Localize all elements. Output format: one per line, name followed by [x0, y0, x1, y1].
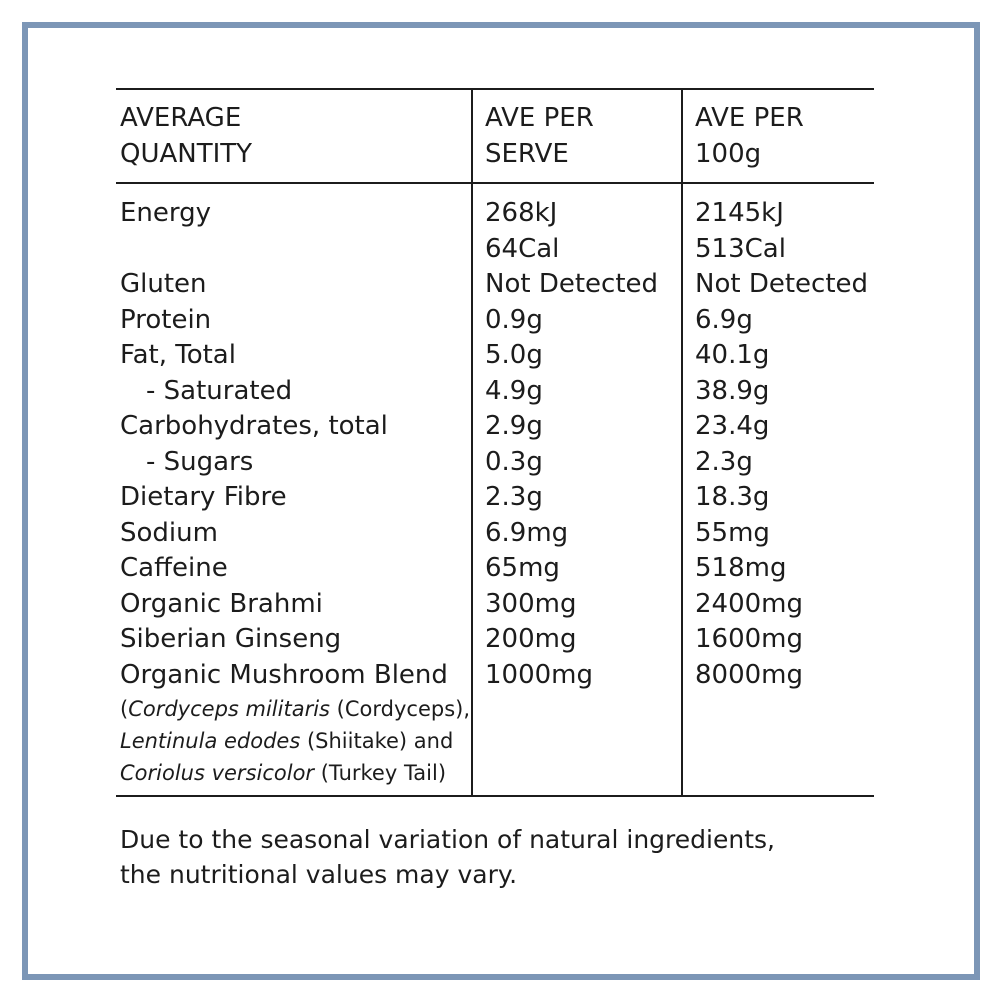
header-line: SERVE — [485, 139, 569, 169]
header-line: 100g — [695, 139, 762, 169]
per-100g-value: 518mg — [695, 553, 787, 583]
nutrition-table — [116, 88, 874, 797]
nutrient-name: - Saturated — [146, 375, 293, 406]
header-row — [116, 89, 874, 183]
nutrient-name: Sodium — [120, 517, 218, 548]
species-name: Coriolus versicolor — [120, 761, 315, 785]
per-100g-cell — [682, 183, 874, 796]
nutrient-name: Gluten — [120, 269, 207, 299]
nutrient-name: Fat, Total — [120, 340, 236, 370]
per-100g-value: 6.9g — [695, 304, 753, 335]
per-serve-value: 200mg — [485, 624, 577, 654]
table-row — [116, 183, 874, 796]
blend-note — [120, 693, 471, 789]
header-per-100g — [682, 89, 874, 183]
nutrient-name: Organic Mushroom Blend — [120, 659, 448, 690]
per-serve-cell — [472, 183, 682, 796]
blend-note-text: (Shiitake) and — [300, 729, 454, 753]
per-100g-value: 513Cal — [695, 233, 786, 264]
per-100g-value: 18.3g — [695, 482, 770, 512]
nutrient-name: Siberian Ginseng — [120, 624, 342, 654]
nutrient-name: - Sugars — [146, 446, 254, 477]
nutrition-panel — [116, 88, 874, 797]
nutrient-name: Energy — [120, 198, 212, 228]
per-100g-value: Not Detected — [695, 269, 869, 299]
nutrient-name: Dietary Fibre — [120, 482, 287, 512]
header-line: QUANTITY — [120, 139, 253, 169]
nutrient-name-cell — [116, 183, 472, 796]
header-line: AVE PER — [695, 103, 804, 133]
per-serve-value: 300mg — [485, 588, 577, 619]
nutrient-name: Carbohydrates, total — [120, 411, 388, 441]
blend-note-text: ( — [120, 697, 129, 721]
header-average-quantity — [116, 89, 472, 183]
blend-note-text: (Turkey Tail) — [314, 761, 447, 785]
per-serve-value: 5.0g — [485, 340, 543, 370]
per-serve-value: 268kJ — [485, 198, 558, 228]
species-name: Lentinula edodes — [120, 729, 301, 753]
nutrient-name: Protein — [120, 304, 212, 335]
per-100g-value: 2400mg — [695, 588, 803, 619]
per-serve-value: 0.9g — [485, 304, 543, 335]
header-per-serve — [472, 89, 682, 183]
header-line: AVERAGE — [120, 103, 242, 133]
per-serve-value: 0.3g — [485, 446, 543, 477]
per-serve-value: Not Detected — [485, 269, 659, 299]
per-100g-value: 23.4g — [695, 411, 770, 441]
footnote-line: Due to the seasonal variation of natural ingredients, — [120, 825, 775, 854]
species-name: Cordyceps militaris — [128, 697, 330, 721]
per-100g-value: 2.3g — [695, 446, 753, 477]
variation-footnote — [120, 822, 880, 892]
blend-note-text: (Cordyceps), — [330, 697, 471, 721]
nutrient-name — [120, 232, 471, 268]
per-100g-value: 8000mg — [695, 659, 803, 690]
per-100g-value: 55mg — [695, 517, 770, 548]
per-serve-value: 1000mg — [485, 659, 593, 690]
per-serve-value: 6.9mg — [485, 517, 569, 548]
nutrient-name: Organic Brahmi — [120, 588, 323, 619]
footnote-line: the nutritional values may vary. — [120, 860, 518, 889]
per-100g-value: 2145kJ — [695, 198, 784, 228]
per-100g-value: 38.9g — [695, 375, 770, 406]
per-100g-value: 40.1g — [695, 340, 770, 370]
per-100g-value: 1600mg — [695, 624, 803, 654]
nutrient-name: Caffeine — [120, 553, 228, 583]
per-serve-value: 2.9g — [485, 411, 543, 441]
per-serve-value: 2.3g — [485, 482, 543, 512]
header-line: AVE PER — [485, 103, 594, 133]
per-serve-value: 65mg — [485, 553, 560, 583]
per-serve-value: 64Cal — [485, 233, 560, 264]
per-serve-value: 4.9g — [485, 375, 543, 406]
